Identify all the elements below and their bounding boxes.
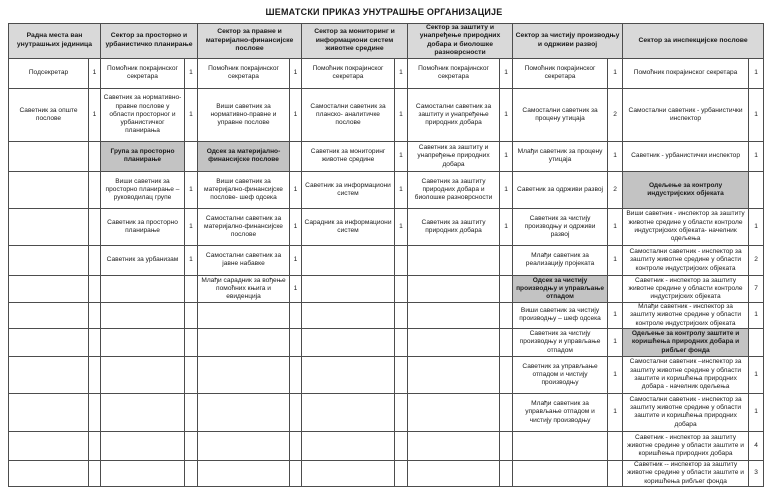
- column-header-external-positions: Радна места ван унутрашњих јединица: [9, 24, 101, 59]
- position-cell: Саветник - урбанистички инспектор: [623, 141, 749, 171]
- position-cell: Самостални саветник за планско- аналитичке послове: [302, 88, 395, 141]
- position-cell: Саветник за чистију производњу и одрживи развој: [513, 208, 608, 245]
- count-cell: [185, 141, 198, 171]
- position-cell: Саветник - инспектор за заштиту животне средине у области заштите и коришћења природних добара: [623, 431, 749, 460]
- header-row: [9, 24, 764, 59]
- position-cell: [198, 356, 290, 393]
- position-cell: [9, 328, 89, 356]
- count-cell: [395, 431, 408, 460]
- position-cell: [9, 208, 89, 245]
- column-header-spatial-planning: Сектор за просторно и урбанистичко планирање: [101, 24, 198, 59]
- position-cell: Самостални саветник - инспектор за заштиту животне средине у области контроле индустријских објеката: [623, 245, 749, 275]
- count-cell: [500, 328, 513, 356]
- position-cell: [101, 393, 185, 431]
- position-cell: [101, 275, 185, 302]
- count-cell: [89, 393, 101, 431]
- position-cell: Самостални саветник за материјално-финансијске послове: [198, 208, 290, 245]
- position-cell: Саветник за одрживи развој: [513, 171, 608, 208]
- org-unit-cell: Одељење за контролу индустријских објеката: [623, 171, 749, 208]
- position-cell: [9, 460, 89, 486]
- count-cell: 2: [749, 245, 764, 275]
- count-cell: 1: [89, 88, 101, 141]
- count-cell: [89, 208, 101, 245]
- count-cell: 3: [749, 460, 764, 486]
- position-cell: Саветник за управљање отпадом и чистију производњу: [513, 356, 608, 393]
- org-unit-cell: Група за просторно планирање: [101, 141, 185, 171]
- count-cell: [608, 275, 623, 302]
- count-cell: [395, 460, 408, 486]
- position-cell: [198, 431, 290, 460]
- count-cell: 7: [749, 275, 764, 302]
- position-cell: Виши саветник за чистију производњу – шеф одсека: [513, 302, 608, 328]
- count-cell: 2: [608, 88, 623, 141]
- table-row: [9, 393, 764, 431]
- count-cell: [89, 328, 101, 356]
- count-cell: 1: [749, 88, 764, 141]
- table-row: [9, 431, 764, 460]
- count-cell: 1: [608, 302, 623, 328]
- count-cell: 1: [608, 58, 623, 88]
- count-cell: [185, 431, 198, 460]
- position-cell: [408, 431, 500, 460]
- position-cell: Саветник за заштиту и унапређење природних добара: [408, 141, 500, 171]
- position-cell: [408, 275, 500, 302]
- count-cell: 1: [395, 141, 408, 171]
- position-cell: [408, 245, 500, 275]
- position-cell: Саветник за заштиту природних добара: [408, 208, 500, 245]
- table-row: [9, 245, 764, 275]
- count-cell: 1: [395, 58, 408, 88]
- column-header-clean-production: Сектор за чистију производњу и одрживи развој: [513, 24, 623, 59]
- count-cell: 1: [185, 208, 198, 245]
- count-cell: 1: [185, 88, 198, 141]
- position-cell: Помоћник покрајинског секретара: [101, 58, 185, 88]
- position-cell: Подсекретар: [9, 58, 89, 88]
- position-cell: Саветник - инспектор за заштиту животне средине у области контроле индустријских објеката: [623, 275, 749, 302]
- position-cell: Помоћник покрајинског секретара: [198, 58, 290, 88]
- count-cell: [185, 302, 198, 328]
- position-cell: Саветник за чистију производњу и управљање отпадом: [513, 328, 608, 356]
- position-cell: [9, 302, 89, 328]
- count-cell: 1: [749, 393, 764, 431]
- position-cell: Виши саветник за просторно планирање – руководилац групе: [101, 171, 185, 208]
- count-cell: 1: [395, 88, 408, 141]
- org-unit-cell: Одсек за материјално-финансијске послове: [198, 141, 290, 171]
- org-table-body: [9, 58, 764, 486]
- count-cell: [89, 245, 101, 275]
- count-cell: 1: [500, 208, 513, 245]
- position-cell: Самостални саветник за јавне набавке: [198, 245, 290, 275]
- count-cell: 1: [395, 171, 408, 208]
- table-row: [9, 88, 764, 141]
- position-cell: [101, 302, 185, 328]
- position-cell: [9, 393, 89, 431]
- count-cell: 1: [290, 208, 302, 245]
- count-cell: [749, 171, 764, 208]
- table-row: [9, 58, 764, 88]
- count-cell: 1: [749, 58, 764, 88]
- count-cell: [89, 275, 101, 302]
- position-cell: [302, 245, 395, 275]
- count-cell: 1: [395, 208, 408, 245]
- position-cell: Самостални саветник за процену утицаја: [513, 88, 608, 141]
- position-cell: [198, 460, 290, 486]
- table-row: [9, 171, 764, 208]
- position-cell: [198, 302, 290, 328]
- position-cell: Помоћник покрајинског секретара: [513, 58, 608, 88]
- position-cell: Млађи сарадник за вођење помоћних књига и евиденција: [198, 275, 290, 302]
- position-cell: Виши саветник за материјално-финансијске послове- шеф одсека: [198, 171, 290, 208]
- table-row: [9, 141, 764, 171]
- count-cell: [395, 302, 408, 328]
- position-cell: Самостални саветник - инспектор за заштиту животне средине у области заштите и коришћења природних добара: [623, 393, 749, 431]
- count-cell: 1: [608, 208, 623, 245]
- table-row: [9, 328, 764, 356]
- count-cell: [185, 393, 198, 431]
- count-cell: [290, 431, 302, 460]
- position-cell: Помоћник покрајинског секретара: [302, 58, 395, 88]
- position-cell: [408, 328, 500, 356]
- count-cell: [290, 460, 302, 486]
- org-unit-cell: Одсек за чистију производњу и управљање отпадом: [513, 275, 608, 302]
- count-cell: [395, 328, 408, 356]
- count-cell: 1: [500, 88, 513, 141]
- position-cell: [9, 171, 89, 208]
- position-cell: Самостални саветник –инспектор за заштиту животне средине у области заштите и коришћења природних добара - начелник одељења: [623, 356, 749, 393]
- count-cell: [500, 460, 513, 486]
- count-cell: [608, 460, 623, 486]
- count-cell: 1: [749, 356, 764, 393]
- count-cell: [500, 275, 513, 302]
- position-cell: Саветник за просторно планирање: [101, 208, 185, 245]
- count-cell: 1: [608, 141, 623, 171]
- position-cell: Сарадник за информациони систем: [302, 208, 395, 245]
- column-header-nature-protection: Сектор за заштиту и унапређење природних добара и биолошке разноврсности: [408, 24, 513, 59]
- position-cell: [513, 460, 608, 486]
- position-cell: [513, 431, 608, 460]
- position-cell: Саветник за мониторинг животне средине: [302, 141, 395, 171]
- position-cell: [408, 460, 500, 486]
- position-cell: [302, 460, 395, 486]
- count-cell: 1: [290, 171, 302, 208]
- position-cell: Виши саветник - инспектор за заштиту животне средине у области контроле индустријских објеката- начелник одељења: [623, 208, 749, 245]
- count-cell: 1: [608, 393, 623, 431]
- count-cell: [89, 431, 101, 460]
- count-cell: [395, 245, 408, 275]
- count-cell: [608, 431, 623, 460]
- count-cell: [500, 245, 513, 275]
- position-cell: [9, 245, 89, 275]
- count-cell: 1: [290, 58, 302, 88]
- table-row: [9, 302, 764, 328]
- position-cell: [408, 393, 500, 431]
- table-row: [9, 208, 764, 245]
- count-cell: 2: [608, 171, 623, 208]
- position-cell: [9, 275, 89, 302]
- position-cell: [101, 356, 185, 393]
- count-cell: [185, 275, 198, 302]
- position-cell: Самостални саветник - урбанистички инспектор: [623, 88, 749, 141]
- count-cell: 1: [185, 171, 198, 208]
- position-cell: Млађи саветник за управљање отпадом и чистију производњу: [513, 393, 608, 431]
- position-cell: [302, 275, 395, 302]
- count-cell: 1: [749, 302, 764, 328]
- count-cell: 1: [749, 208, 764, 245]
- position-cell: Саветник за нормативно- правне послове у области просторног и урбанистичког планирања: [101, 88, 185, 141]
- count-cell: 1: [290, 88, 302, 141]
- position-cell: [101, 328, 185, 356]
- count-cell: 4: [749, 431, 764, 460]
- count-cell: 1: [89, 58, 101, 88]
- position-cell: [101, 460, 185, 486]
- position-cell: Помоћник покрајинског секретара: [408, 58, 500, 88]
- position-cell: Саветник за информациони систем: [302, 171, 395, 208]
- count-cell: 1: [749, 141, 764, 171]
- count-cell: [395, 275, 408, 302]
- position-cell: [302, 431, 395, 460]
- position-cell: Виши саветник за нормативно-правне и управне послове: [198, 88, 290, 141]
- position-cell: [408, 356, 500, 393]
- count-cell: 1: [290, 275, 302, 302]
- count-cell: 1: [500, 58, 513, 88]
- count-cell: [290, 393, 302, 431]
- position-cell: [9, 141, 89, 171]
- position-cell: Саветник за урбанизам: [101, 245, 185, 275]
- table-row: [9, 356, 764, 393]
- count-cell: [395, 393, 408, 431]
- position-cell: [302, 356, 395, 393]
- position-cell: Млађи саветник за реализацију пројеката: [513, 245, 608, 275]
- count-cell: 1: [608, 245, 623, 275]
- position-cell: Саветник за опште послове: [9, 88, 89, 141]
- position-cell: [302, 393, 395, 431]
- count-cell: 1: [500, 141, 513, 171]
- count-cell: [749, 328, 764, 356]
- position-cell: Млађи саветник - инспектор за заштиту животне средине у области контроле индустријских објеката: [623, 302, 749, 328]
- position-cell: [198, 393, 290, 431]
- org-unit-cell: Одељење за контролу заштите и коришћења природних добара и рибљег фонда: [623, 328, 749, 356]
- position-cell: [101, 431, 185, 460]
- position-cell: [302, 302, 395, 328]
- count-cell: 1: [185, 58, 198, 88]
- count-cell: [89, 302, 101, 328]
- position-cell: Саветник за заштиту природних добара и биолошке разноврсности: [408, 171, 500, 208]
- table-row: [9, 460, 764, 486]
- count-cell: [500, 431, 513, 460]
- count-cell: 1: [608, 356, 623, 393]
- count-cell: [290, 356, 302, 393]
- count-cell: [185, 328, 198, 356]
- count-cell: 1: [500, 171, 513, 208]
- column-header-inspection: Сектор за инспекцијске послове: [623, 24, 764, 59]
- count-cell: [290, 141, 302, 171]
- position-cell: Саветник -- инспектор за заштиту животне средине у области заштите и коришћења рибљег фонда: [623, 460, 749, 486]
- position-cell: [408, 302, 500, 328]
- count-cell: [290, 302, 302, 328]
- position-cell: [302, 328, 395, 356]
- column-header-monitoring: Сектор за мониторинг и информациони систем животне средине: [302, 24, 408, 59]
- position-cell: Помоћник покрајинског секретара: [623, 58, 749, 88]
- count-cell: [500, 302, 513, 328]
- position-cell: Самостални саветник за заштиту и унапређење природних добара: [408, 88, 500, 141]
- count-cell: [290, 328, 302, 356]
- count-cell: [89, 141, 101, 171]
- count-cell: 1: [290, 245, 302, 275]
- count-cell: [395, 356, 408, 393]
- count-cell: 1: [185, 245, 198, 275]
- position-cell: [9, 431, 89, 460]
- page-title: ШЕМАТСКИ ПРИКАЗ УНУТРАШЊЕ ОРГАНИЗАЦИЈЕ: [265, 7, 503, 17]
- count-cell: [89, 171, 101, 208]
- position-cell: Млађи саветник за процену утицаја: [513, 141, 608, 171]
- count-cell: [89, 356, 101, 393]
- position-cell: [198, 328, 290, 356]
- count-cell: [500, 356, 513, 393]
- column-header-legal-financial: Сектор за правне и материјално-финансијске послове: [198, 24, 302, 59]
- count-cell: [185, 460, 198, 486]
- table-row: [9, 275, 764, 302]
- count-cell: [185, 356, 198, 393]
- count-cell: [500, 393, 513, 431]
- position-cell: [9, 356, 89, 393]
- count-cell: 1: [608, 328, 623, 356]
- count-cell: [89, 460, 101, 486]
- org-structure-table: [8, 23, 764, 487]
